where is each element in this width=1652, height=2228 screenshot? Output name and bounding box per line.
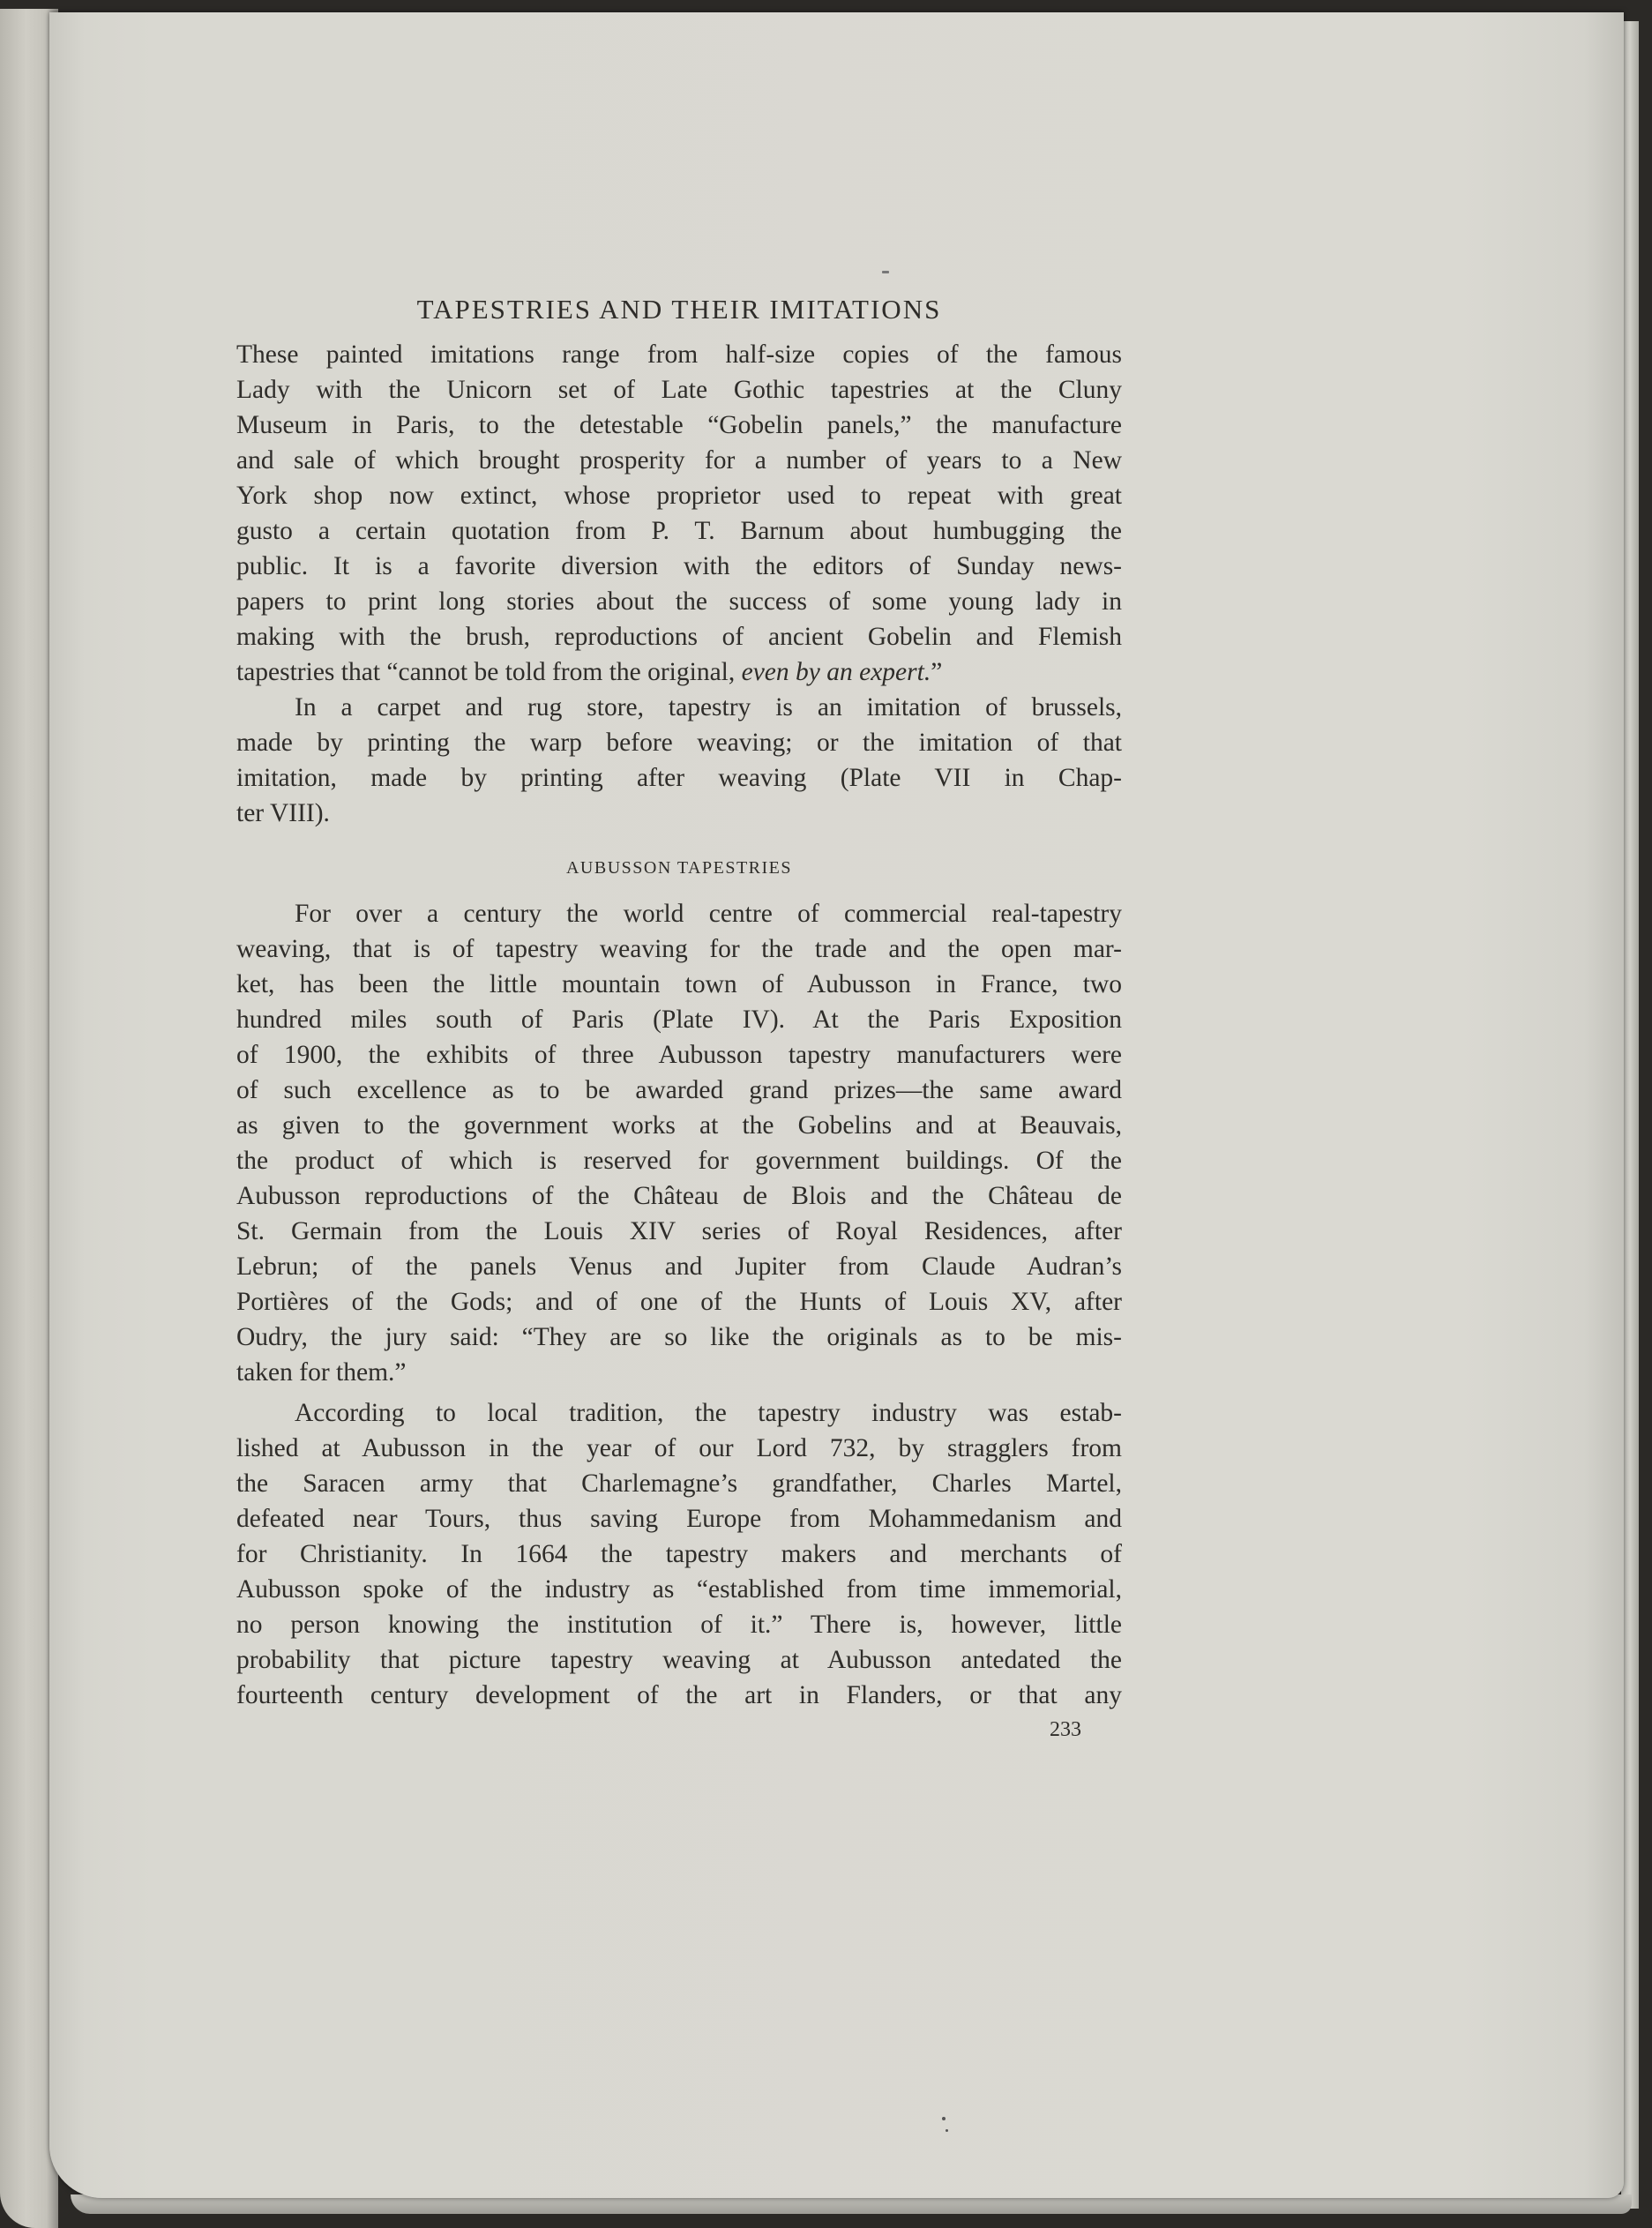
text-line: and sale of which brought prosperity for a number of years to a New	[236, 446, 1122, 475]
paragraph-carpet-tapestry	[236, 690, 1122, 831]
text-line: Oudry, the jury said: “They are so like the originals as to be mis-	[236, 1323, 1122, 1351]
print-speck	[882, 271, 889, 273]
text-line: the Saracen army that Charlemagne’s grandfather, Charles Martel,	[236, 1469, 1122, 1498]
text-line: Museum in Paris, to the detestable “Gobelin panels,” the manufacture	[236, 411, 1122, 439]
text-line: weaving, that is of tapestry weaving for the trade and the open mar-	[236, 935, 1122, 963]
text-line	[236, 654, 1122, 690]
text-line: In a carpet and rug store, tapestry is an imitation of brussels,	[295, 693, 1122, 721]
page-stack-right-edge	[1621, 21, 1639, 2209]
text-line: Aubusson spoke of the industry as “established from time immemorial,	[236, 1575, 1122, 1604]
text-line: probability that picture tapestry weaving at Aubusson antedated the	[236, 1646, 1122, 1674]
text-line: Lady with the Unicorn set of Late Gothic tapestries at the Cluny	[236, 376, 1122, 404]
text-line: as given to the government works at the Gobelins and at Beauvais,	[236, 1111, 1122, 1140]
text-line: defeated near Tours, thus saving Europe from Mohammedanism and	[236, 1505, 1122, 1533]
paragraph-local-tradition	[236, 1395, 1122, 1713]
text-line: public. It is a favorite diversion with the editors of Sunday news-	[236, 552, 1122, 580]
text-line: for Christianity. In 1664 the tapestry makers and merchants of	[236, 1540, 1122, 1568]
text-line: imitation, made by printing after weaving (Plate VII in Chap-	[236, 764, 1122, 792]
text-line: gusto a certain quotation from P. T. Barnum about humbugging the	[236, 517, 1122, 545]
text-line: St. Germain from the Louis XIV series of Royal Residences, after	[236, 1217, 1122, 1245]
text-line: ter VIII).	[236, 799, 330, 827]
page-text	[236, 291, 1122, 1713]
text-line: These painted imitations range from half-size copies of the famous	[236, 340, 1122, 369]
section-heading: AUBUSSON TAPESTRIES	[565, 858, 793, 878]
text-line: Portières of the Gods; and of one of the Hunts of Louis XV, after	[236, 1288, 1122, 1316]
text-line: the product of which is reserved for government buildings. Of the	[236, 1147, 1122, 1175]
page-number: 233	[1050, 1718, 1081, 1741]
text-line: taken for them.”	[236, 1358, 407, 1387]
italic-phrase: even by an expert.	[741, 658, 931, 686]
text-line: York shop now extinct, whose proprietor used to repeat with great	[236, 482, 1122, 510]
text-line: no person knowing the institution of it.” There is, however, little	[236, 1611, 1122, 1639]
text-line: lished at Aubusson in the year of our Lord 732, by stragglers from	[236, 1434, 1122, 1462]
paragraph-painted-imitations	[236, 337, 1122, 690]
text-line: fourteenth century development of the art in Flanders, or that any	[236, 1681, 1122, 1709]
text-line: Lebrun; of the panels Venus and Jupiter from Claude Audran’s	[236, 1252, 1122, 1281]
paragraph-aubusson-centre	[236, 896, 1122, 1390]
running-head: TAPESTRIES AND THEIR IMITATIONS	[416, 294, 942, 325]
print-speck	[946, 2129, 948, 2132]
print-speck	[942, 2117, 946, 2120]
text-line: of such excellence as to be awarded grand prizes—the same award	[236, 1076, 1122, 1104]
text-line: According to local tradition, the tapestry industry was estab-	[295, 1399, 1122, 1427]
text-line: making with the brush, reproductions of ancient Gobelin and Flemish	[236, 623, 1122, 651]
text-fragment: tapestries that “cannot be told from the original,	[236, 658, 742, 686]
text-line: papers to print long stories about the success of some young lady in	[236, 587, 1122, 616]
text-line: ket, has been the little mountain town of Aubusson in France, two	[236, 970, 1122, 998]
text-line: of 1900, the exhibits of three Aubusson tapestry manufacturers were	[236, 1041, 1122, 1069]
text-line: made by printing the warp before weaving; or the imitation of that	[236, 729, 1122, 757]
text-line: hundred miles south of Paris (Plate IV). At the Paris Exposition	[236, 1006, 1122, 1034]
text-line: Aubusson reproductions of the Château de Blois and the Château de	[236, 1182, 1122, 1210]
text-line: For over a century the world centre of commercial real-tapestry	[295, 900, 1122, 928]
text-fragment: ”	[931, 658, 943, 686]
